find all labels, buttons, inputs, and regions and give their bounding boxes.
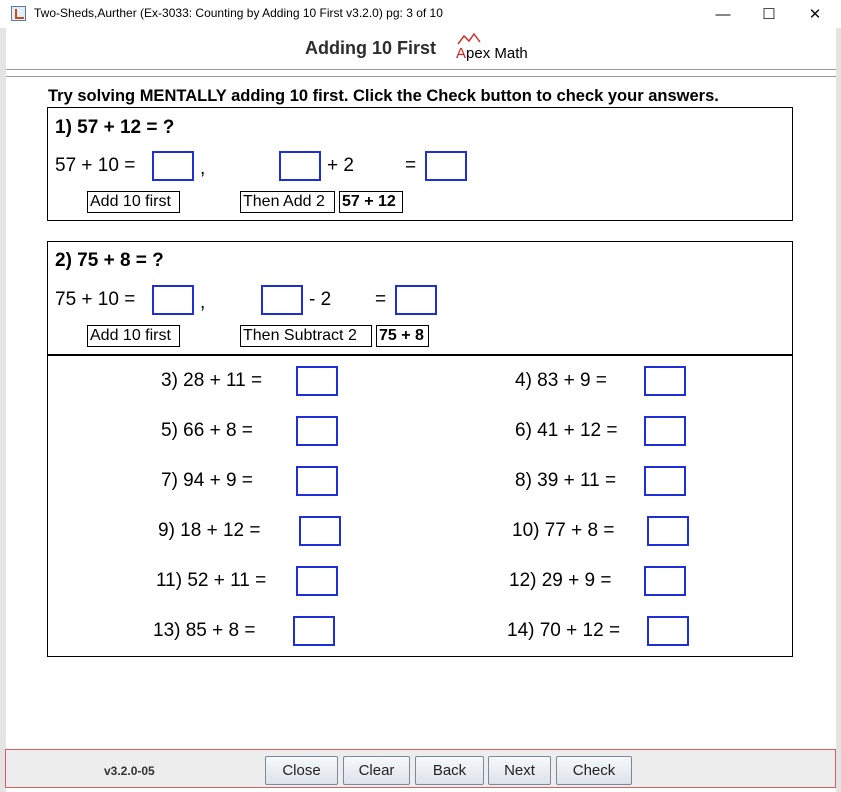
equals-sign: = [375,289,387,310]
problem-6-answer-input[interactable] [644,416,686,446]
problem-expression-hint[interactable]: 75 + 8 [376,325,429,347]
clear-button[interactable]: Clear [343,756,410,785]
add-10-first-hint[interactable]: Add 10 first [87,325,180,347]
problem-9-answer-input[interactable] [299,516,341,546]
problem-11-answer-input[interactable] [296,566,338,596]
brand-rest: pex Math [466,45,528,62]
panel-divider [47,354,793,356]
problem-6-label: 6) 41 + 12 = [515,420,618,441]
version-label: v3.2.0-05 [104,764,155,778]
problem-2-intermediate-input[interactable] [261,285,303,315]
check-button[interactable]: Check [556,756,632,785]
problem-14-label: 14) 70 + 12 = [507,620,621,641]
problem-14-answer-input[interactable] [647,616,689,646]
comma: , [200,292,206,313]
problem-11-label: 11) 52 + 11 = [156,570,267,591]
problem-12-answer-input[interactable] [644,566,686,596]
close-window-button[interactable]: ✕ [808,6,822,23]
problem-2-op-label: - 2 [309,289,332,310]
page-title: Adding 10 First [305,38,437,58]
then-add-hint[interactable]: Then Add 2 [240,191,335,213]
comma: , [200,158,206,179]
close-button[interactable]: Close [265,756,338,785]
problem-13-answer-input[interactable] [293,616,335,646]
header-divider [6,76,836,77]
maximize-button[interactable]: ☐ [762,6,776,23]
back-button[interactable]: Back [415,756,484,785]
problem-2-final-answer-input[interactable] [395,285,437,315]
brand-name [456,45,528,62]
problem-5-label: 5) 66 + 8 = [161,420,253,441]
brand-initial: A [456,45,467,62]
header-divider [6,69,836,70]
window-left-edge [0,28,6,792]
problem-4-label: 4) 83 + 9 = [515,370,607,391]
problem-2-step1-label: 75 + 10 = [55,289,136,310]
java-app-icon [11,6,26,21]
problem-1-step1-answer-input[interactable] [152,151,194,181]
window-title: Two-Sheds,Aurther (Ex-3033: Counting by Adding 10 First v3.2.0) pg: 3 of 10 [34,6,443,20]
add-10-first-hint[interactable]: Add 10 first [87,191,180,213]
problem-2-step1-answer-input[interactable] [152,285,194,315]
problem-10-label: 10) 77 + 8 = [512,520,615,541]
next-button[interactable]: Next [488,756,551,785]
problem-1-step1-label: 57 + 10 = [55,155,136,176]
instructions-text: Try solving MENTALLY adding 10 first. Click the Check button to check your answers. [48,87,719,105]
problem-expression-hint[interactable]: 57 + 12 [339,191,403,213]
problem-3-answer-input[interactable] [296,366,338,396]
problem-8-answer-input[interactable] [644,466,686,496]
problem-1-op-label: + 2 [327,155,354,176]
window-right-edge [836,28,841,792]
minimize-button[interactable]: — [715,5,731,23]
problem-3-label: 3) 28 + 11 = [161,370,263,391]
problem-7-answer-input[interactable] [296,466,338,496]
problem-2-title: 2) 75 + 8 = ? [55,250,164,271]
problem-13-label: 13) 85 + 8 = [153,620,256,641]
problem-9-label: 9) 18 + 12 = [158,520,261,541]
then-subtract-hint[interactable]: Then Subtract 2 [240,325,372,347]
problem-1-final-answer-input[interactable] [425,151,467,181]
problem-10-answer-input[interactable] [647,516,689,546]
problem-8-label: 8) 39 + 11 = [515,470,617,491]
problem-5-answer-input[interactable] [296,416,338,446]
problem-1-title: 1) 57 + 12 = ? [55,117,175,138]
problem-12-label: 12) 29 + 9 = [509,570,612,591]
problem-4-answer-input[interactable] [644,366,686,396]
problem-7-label: 7) 94 + 9 = [161,470,253,491]
equals-sign: = [405,155,417,176]
problem-1-intermediate-input[interactable] [279,151,321,181]
